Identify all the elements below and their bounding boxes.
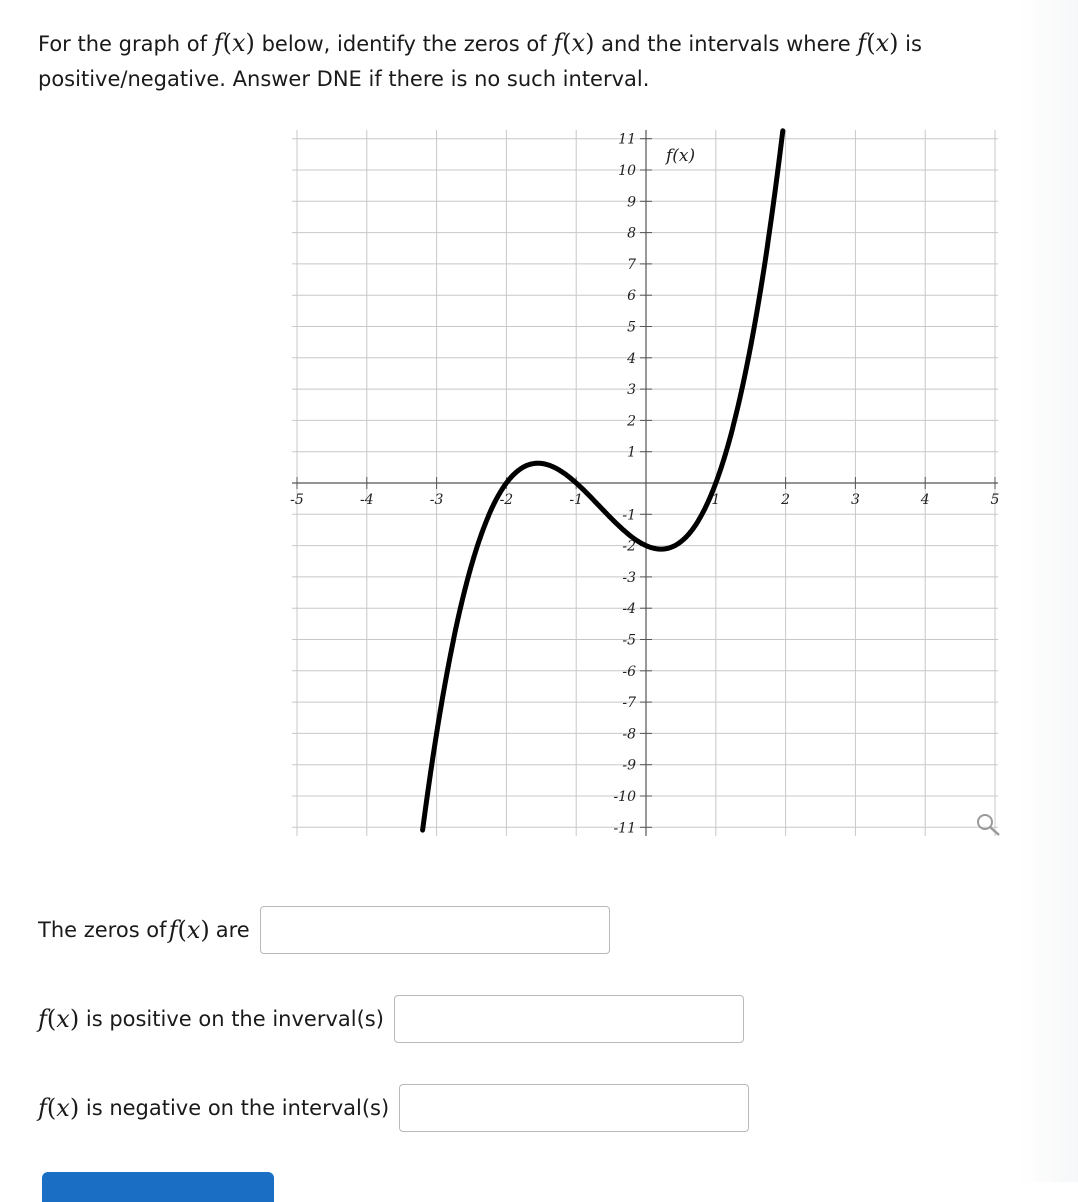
negative-label: is negative on the interval(s) [79,1096,390,1120]
y-tick-label: -10 [613,789,636,805]
positive-interval-input[interactable] [394,995,744,1043]
positive-row [38,995,744,1043]
y-tick-label: -8 [622,726,636,743]
x-tick-label: 2 [781,492,791,508]
function-notation: f(x) [857,29,899,57]
x-tick-label: -4 [359,492,374,508]
zeros-label-suffix: are [215,918,250,942]
x-tick-label: -3 [429,492,444,508]
y-tick-label: 8 [627,225,636,242]
y-tick-label: -3 [622,569,636,586]
y-tick-label: 10 [618,163,636,179]
question-segment: below, identify the zeros of [254,32,554,56]
y-tick-label: -9 [622,757,636,774]
graph-axes [292,130,998,836]
x-tick-label: 1 [711,492,721,508]
y-tick-label: 4 [627,350,636,367]
function-notation: f(x) [38,1005,80,1033]
function-notation: f(x) [213,29,255,57]
x-tick-label: -5 [290,492,304,508]
y-tick-label: 6 [627,288,636,305]
magnifier-icon[interactable] [978,815,999,835]
y-tick-label: 2 [627,413,636,430]
y-tick-label: -6 [622,663,636,680]
negative-interval-input[interactable] [399,1084,749,1132]
zeros-row [38,906,610,954]
y-tick-label: 9 [627,194,636,211]
submit-button[interactable] [42,1172,274,1202]
function-notation: f(x) [168,916,210,944]
x-tick-label: -2 [499,492,514,508]
y-tick-label: 1 [627,444,636,461]
question-segment: For the graph of [38,32,214,56]
question-segment: and the intervals where [594,32,858,56]
y-tick-label: 5 [627,319,636,336]
y-tick-label: -5 [622,632,636,649]
graph-tick-labels [290,132,999,837]
x-tick-label: 4 [920,492,930,508]
function-curve [423,131,783,830]
y-tick-label: 3 [627,382,636,399]
function-label: f(x) [666,146,696,166]
y-tick-label: -11 [613,820,636,837]
function-notation: f(x) [38,1094,80,1122]
zeros-input[interactable] [260,906,610,954]
y-tick-label: -4 [622,601,636,618]
x-tick-label: 5 [990,492,1000,508]
y-tick-label: 11 [618,131,636,148]
x-tick-label: -1 [569,492,584,508]
y-tick-label: -2 [622,538,636,555]
zeros-label: The zeros of [38,918,167,942]
y-tick-label: -7 [622,695,636,712]
x-tick-label: 3 [850,492,860,508]
function-notation: f(x) [553,29,595,57]
question-segment: is positive/negative. Answer DNE if there is no such interval. [38,32,922,91]
positive-label: is positive on the inverval(s) [79,1007,384,1031]
y-tick-label: 7 [627,256,636,273]
y-tick-label: -1 [622,507,636,524]
negative-row [38,1084,749,1132]
